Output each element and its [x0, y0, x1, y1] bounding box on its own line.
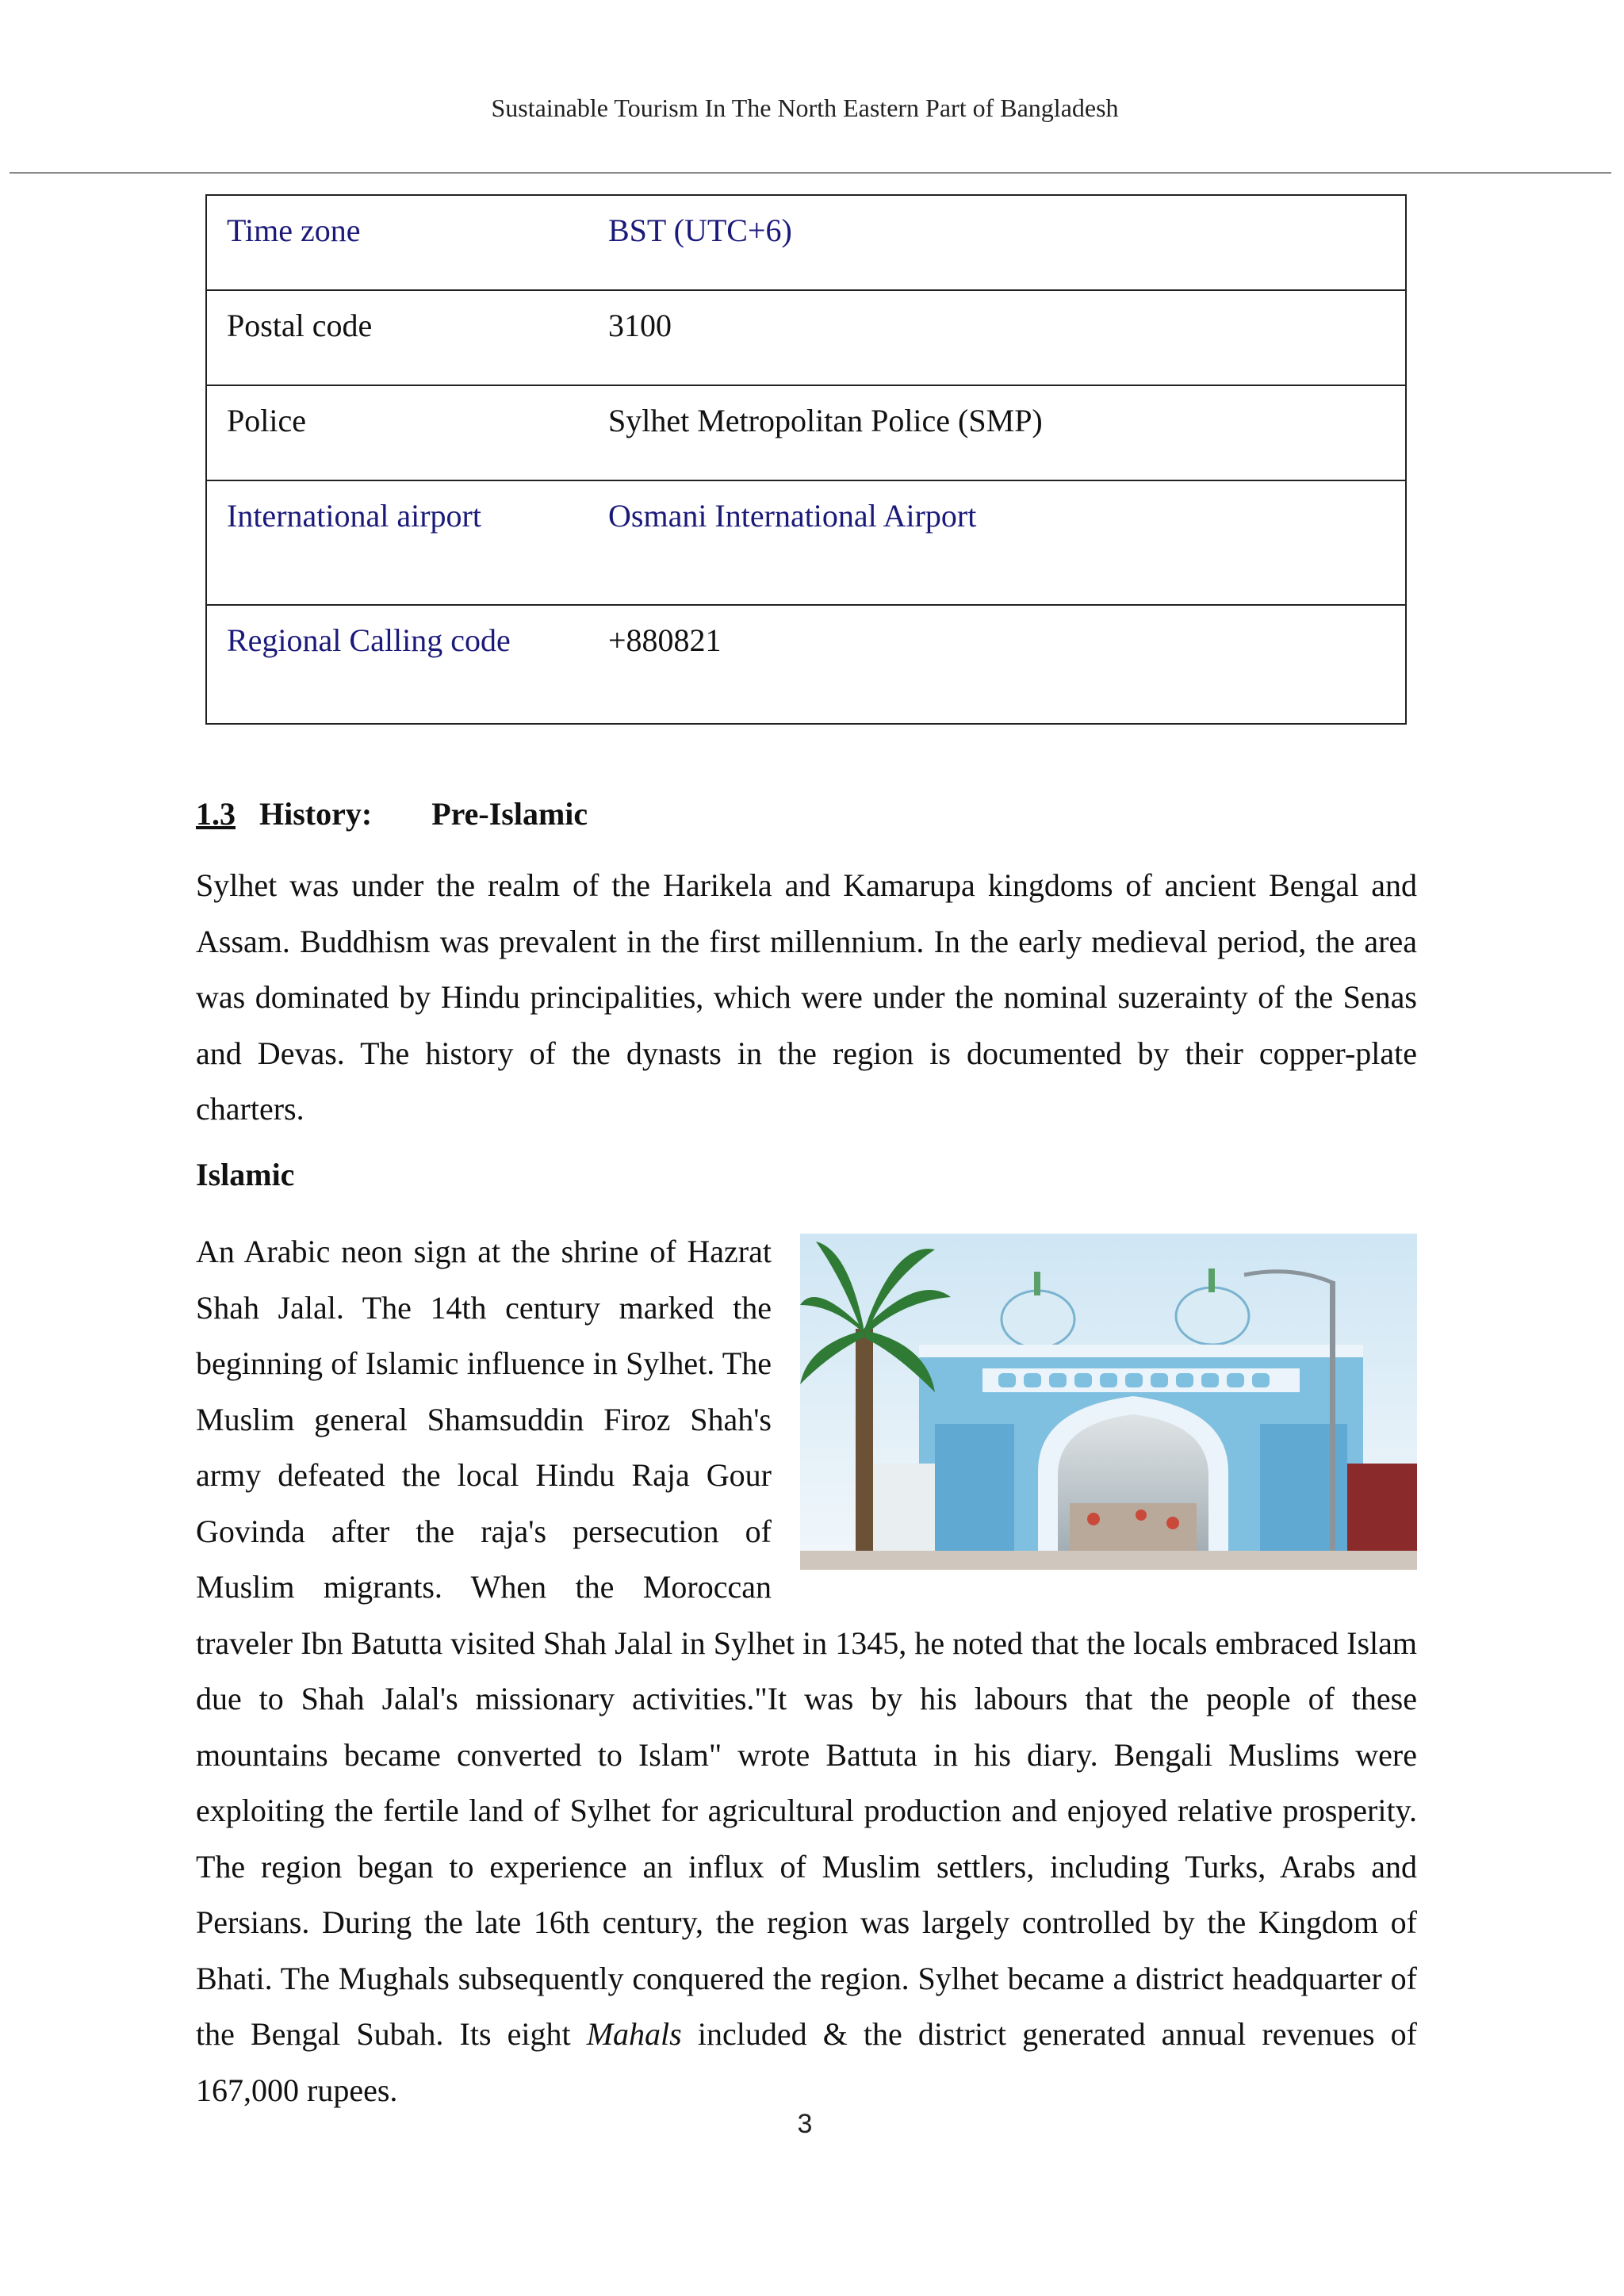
header-divider [10, 172, 1611, 174]
table-row [206, 290, 1406, 385]
table-value[interactable]: Osmani International Airport [588, 480, 1406, 605]
islamic-paragraph: An Arabic neon sign at the shrine of Hazrat Shah Jalal. The 14th century marked the beginning of Islamic influence in Sylhet. The Muslim general Shamsuddin Firoz Shah's army defeated the local Hindu Raja Gour Govinda after the raja's persecution of Muslim migrants. When the Moroccan traveler Ibn Batutta visited Shah Jalal in Sylhet in 1345, he noted that the locals embraced Islam due to Shah Jalal's missionary activities."It was by his labours that the people of these mountains became converted to Islam" wrote Battuta in his diary. Bengali Muslims were exploiting the fertile land of Sylhet for agricultural production and enjoyed relative prosperity. The region began to experience an influx of Muslim settlers, including Turks, Arabs and Persians. During the late 16th century, the region was largely controlled by the Kingdom of Bhati. The Mughals subsequently conquered the region. Sylhet became a district headquarter of the Bengal Subah. Its eight Mahals included & the district generated annual revenues of 167,000 rupees. [196, 1234, 1417, 2108]
page-number: 3 [797, 2109, 813, 2139]
table-value: Sylhet Metropolitan Police (SMP) [588, 385, 1406, 480]
shrine-gate-photo [800, 1234, 1417, 1570]
section-title: History: [259, 796, 373, 832]
table-value: 3100 [588, 290, 1406, 385]
running-header: Sustainable Tourism In The North Eastern Part of Bangladesh [491, 94, 1119, 122]
section-number: 1.3 [196, 796, 236, 832]
table-label: Postal code [206, 290, 588, 385]
table-row [206, 195, 1406, 290]
table-label[interactable]: Regional Calling code [206, 605, 588, 724]
table-row [206, 605, 1406, 724]
islamic-heading: Islamic [196, 1157, 295, 1192]
pre-islamic-paragraph: Sylhet was under the realm of the Harikela and Kamarupa kingdoms of ancient Bengal and Assam. Buddhism was prevalent in the first millennium. In the early medieval period, the area was dominated by Hindu principalities, which were under the nominal suzerainty of the Senas and Devas. The history of the dynasts in the region is documented by their copper-plate charters. [196, 867, 1417, 1127]
table-label: Police [206, 385, 588, 480]
italic-term: Mahals [586, 2016, 682, 2052]
section-subtitle: Pre-Islamic [431, 796, 588, 832]
table-row [206, 480, 1406, 605]
table-value: +880821 [588, 605, 1406, 724]
table-label[interactable]: International airport [206, 480, 588, 605]
table-value[interactable]: BST (UTC+6) [588, 195, 1406, 290]
table-row [206, 385, 1406, 480]
city-info-table [205, 194, 1407, 725]
table-label[interactable]: Time zone [206, 195, 588, 290]
section-heading [196, 795, 588, 832]
